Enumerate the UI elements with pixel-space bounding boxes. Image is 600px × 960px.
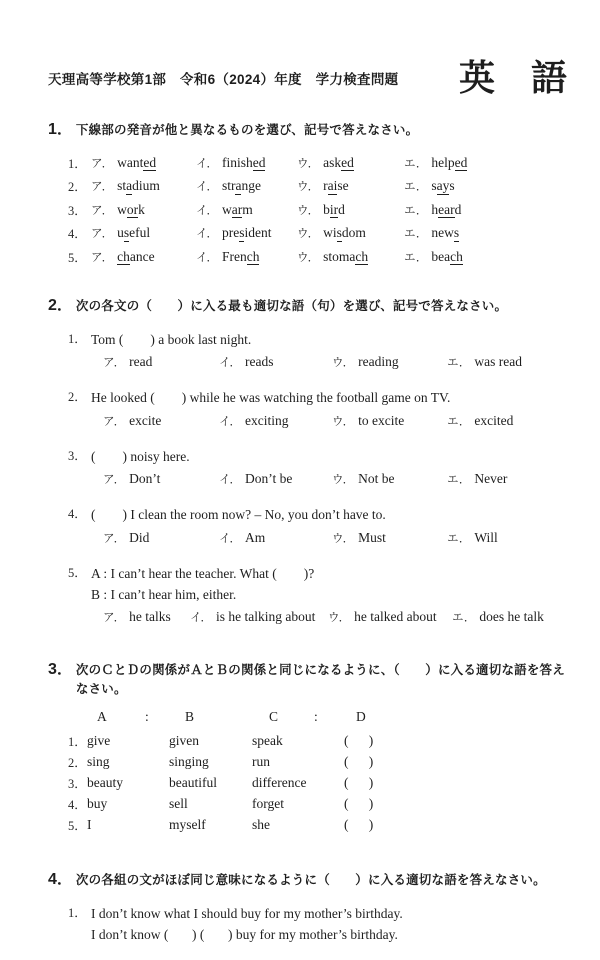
option-label: エ．: [404, 251, 428, 264]
option-c: [332, 351, 447, 374]
option-label: イ．: [196, 181, 218, 194]
option-a: [103, 468, 219, 491]
options-row: [48, 351, 576, 374]
option-d: [447, 351, 576, 374]
option-label: エ．: [404, 228, 428, 241]
option-a: [91, 154, 196, 172]
option-word: [431, 249, 462, 266]
word-part: u: [117, 225, 124, 241]
q3-row-4: [48, 793, 576, 814]
word-part: s: [449, 178, 455, 194]
sentence-line-a: [48, 563, 576, 584]
sentence-line: [48, 446, 576, 467]
option-label: ア．: [91, 157, 114, 170]
sentence-line-b: [48, 584, 576, 605]
options-row: [48, 527, 576, 550]
underlined-letters: ed: [143, 154, 157, 170]
cell-d-blank: ( ): [344, 795, 374, 811]
option-label: ア．: [103, 532, 126, 545]
option-b: [219, 351, 332, 374]
word-part: eful: [129, 225, 151, 241]
option-d: [452, 606, 576, 629]
option-b: [196, 224, 297, 242]
word-part: ask: [323, 154, 342, 170]
q1-row-2: [48, 175, 576, 199]
option-b: [219, 468, 332, 491]
option-label: ア．: [103, 612, 126, 624]
q3-row-3: [48, 772, 576, 793]
option-word: Will: [474, 529, 498, 545]
option-d: [447, 527, 576, 550]
question-3-number: 3．: [48, 661, 73, 678]
option-label: ウ．: [332, 474, 355, 486]
word-part: new: [431, 225, 454, 241]
q3-column-headers: [48, 709, 576, 730]
option-b: [219, 527, 332, 550]
underlined-letters: ed: [454, 154, 468, 170]
option-word: Don’t: [129, 471, 161, 486]
option-d: [447, 468, 576, 491]
word-part: want: [117, 154, 144, 170]
option-a: [91, 201, 196, 219]
option-a: [91, 177, 196, 195]
q3-row-2: [48, 751, 576, 772]
option-word: Don’t be: [244, 471, 293, 486]
option-c: [297, 154, 404, 172]
word-part: str: [221, 178, 236, 194]
options-row: [48, 410, 576, 433]
option-d: [404, 248, 576, 266]
option-word: [431, 225, 459, 242]
header: [48, 57, 567, 98]
item-number: 2．: [68, 755, 87, 770]
item-number: 1．: [68, 734, 87, 749]
option-label: ア．: [103, 415, 126, 428]
underlined-letters: ear: [438, 201, 455, 217]
option-label: ア．: [91, 204, 114, 217]
option-word: [323, 202, 345, 219]
option-word: [117, 225, 150, 242]
option-a: [103, 351, 219, 374]
sentence-line-2: [48, 924, 576, 945]
q2-item-3: [48, 446, 576, 492]
word-part: help: [431, 154, 455, 170]
option-word: was read: [474, 354, 522, 369]
cell-c: difference: [252, 774, 307, 790]
question-4-prompt: 次の各組の文がほぼ同じ意味になるように（ ）に入る適切な語を答えなさい。: [75, 873, 546, 887]
option-word: [222, 178, 261, 195]
cell-a: buy: [87, 795, 108, 811]
col-header-colon: :: [314, 709, 318, 724]
option-c: [332, 410, 447, 433]
word-part: r: [323, 178, 328, 194]
exam-page: [0, 57, 600, 960]
option-word: exciting: [244, 412, 289, 428]
word-part: w: [221, 201, 232, 217]
option-label: イ．: [190, 612, 212, 624]
col-header-b: B: [185, 709, 195, 724]
option-label: ア．: [91, 181, 114, 194]
item-number: 2．: [68, 180, 87, 195]
cell-a: I: [87, 816, 92, 832]
q2-item-2: [48, 387, 576, 433]
sentence-text: ( ) I clean the room now? – No, you don’t have to.: [91, 507, 386, 522]
item-number: 5．: [68, 565, 87, 580]
item-number: 4．: [68, 507, 87, 521]
option-a: [91, 224, 196, 242]
word-part: m: [242, 201, 253, 217]
question-1-head: [48, 120, 576, 140]
question-3-head: [48, 660, 576, 699]
option-label: イ．: [196, 157, 218, 170]
cell-d-blank: ( ): [344, 753, 374, 769]
cell-b: myself: [169, 816, 206, 832]
sentence-text: A : I can’t hear the teacher. What ( )?: [91, 565, 315, 581]
underlined-letters: ch: [450, 248, 463, 264]
cell-b: beautiful: [169, 774, 217, 790]
option-label: エ．: [404, 181, 428, 194]
option-d: [404, 224, 576, 242]
option-word: Did: [129, 529, 150, 545]
cell-b: sell: [169, 795, 188, 811]
option-c: [332, 468, 447, 491]
q4-item-1: [48, 903, 576, 945]
option-b: [196, 201, 297, 219]
underlined-letters: ch: [117, 248, 130, 264]
word-part: ident: [244, 225, 272, 241]
option-word: [431, 178, 454, 195]
option-word: [117, 249, 154, 266]
underlined-letters: s: [453, 225, 460, 241]
question-2: [48, 296, 576, 630]
word-part: bea: [431, 248, 451, 264]
options-row: [48, 606, 576, 629]
q2-item-1: [48, 329, 576, 375]
option-word: Am: [244, 529, 266, 545]
option-word: reads: [244, 354, 274, 369]
option-d: [404, 201, 576, 219]
q3-row-5: [48, 814, 576, 835]
option-word: Not be: [358, 471, 395, 486]
word-part: b: [323, 201, 330, 217]
cell-c: she: [252, 816, 270, 832]
underlined-letters: ch: [246, 248, 260, 264]
sentence-text: B : I can’t hear him, either.: [91, 586, 237, 602]
q2-item-4: [48, 504, 576, 550]
cell-a: give: [87, 732, 111, 748]
cell-d-blank: ( ): [344, 816, 374, 832]
cell-d-blank: ( ): [344, 774, 374, 790]
option-label: ウ．: [328, 612, 351, 624]
underlined-letters: ay: [436, 178, 450, 194]
option-label: イ．: [196, 251, 218, 264]
underlined-letters: or: [126, 201, 139, 217]
option-label: ア．: [91, 228, 114, 241]
word-part: nge: [241, 178, 261, 194]
item-number-spacer: [68, 924, 91, 945]
item-number: 3．: [68, 448, 87, 463]
option-label: ア．: [91, 251, 114, 264]
option-word: [323, 225, 366, 242]
word-part: ance: [129, 248, 155, 264]
word-part: wi: [323, 225, 337, 241]
option-c: [328, 606, 452, 629]
word-part: h: [431, 201, 439, 217]
cell-a: sing: [87, 753, 110, 769]
option-label: イ．: [196, 228, 218, 241]
word-part: Fren: [221, 248, 247, 264]
word-part: k: [138, 201, 145, 217]
question-1-prompt: 下線部の発音が他と異なるものを選び、記号で答えなさい。: [75, 123, 419, 137]
option-b: [196, 177, 297, 195]
sentence-line-1: [48, 903, 576, 924]
word-part: d: [338, 201, 345, 217]
cell-c: speak: [252, 732, 283, 748]
option-label: エ．: [447, 474, 471, 486]
item-number: 5．: [68, 818, 87, 833]
option-word: [431, 155, 467, 172]
option-label: エ．: [447, 357, 471, 369]
option-word: excited: [474, 412, 514, 428]
cell-a: beauty: [87, 774, 123, 790]
underlined-letters: s: [336, 225, 342, 241]
col-header-c: C: [269, 709, 279, 724]
question-2-prompt: 次の各文の（ ）に入る最も適切な語（句）を選び、記号で答えなさい。: [75, 298, 508, 313]
underlined-letters: s: [239, 225, 245, 241]
option-word: [323, 178, 349, 195]
option-word: excite: [129, 412, 162, 428]
underlined-letters: s: [123, 225, 130, 241]
option-word: [323, 155, 354, 172]
option-word: [222, 202, 253, 219]
item-number: 2．: [68, 390, 87, 404]
option-word: [222, 155, 266, 172]
col-header-colon: :: [145, 709, 149, 724]
option-b: [190, 606, 328, 629]
question-2-number: 2．: [48, 296, 73, 314]
sentence-text: I don’t know ( ) ( ) buy for my mother’s birthday.: [91, 927, 398, 942]
option-word: [323, 249, 368, 266]
sentence-text: He looked ( ) while he was watching the football game on TV.: [91, 390, 451, 405]
option-b: [196, 248, 297, 266]
option-label: エ．: [404, 157, 428, 170]
option-word: Must: [358, 529, 386, 545]
item-number: 1．: [68, 331, 87, 346]
option-c: [297, 177, 404, 195]
option-word: reading: [358, 354, 399, 369]
option-label: イ．: [219, 415, 241, 428]
option-d: [404, 177, 576, 195]
item-number: 4．: [68, 797, 87, 812]
option-word: [431, 202, 461, 219]
sentence-line: [48, 329, 576, 350]
col-header-d: D: [356, 709, 366, 724]
options-row: [48, 468, 576, 491]
option-a: [103, 527, 219, 550]
item-number: 4．: [68, 227, 87, 242]
option-word: [117, 202, 145, 219]
exam-title: 天理高等学校第1部 令和6（2024）年度 学力検査問題: [48, 72, 399, 87]
subject-title: 英 語: [458, 57, 567, 98]
option-word: [117, 178, 160, 195]
option-c: [297, 224, 404, 242]
option-b: [219, 410, 332, 433]
word-part: se: [337, 178, 349, 194]
option-d: [447, 410, 576, 433]
option-word: does he talk: [479, 609, 544, 624]
question-1: [48, 120, 576, 269]
sentence-text: ( ) noisy here.: [91, 448, 190, 464]
underlined-letters: ir: [329, 201, 339, 217]
q1-row-5: [48, 245, 576, 269]
option-word: he talked about: [354, 609, 437, 624]
option-label: ウ．: [332, 532, 355, 545]
option-label: ウ．: [332, 357, 355, 369]
option-label: イ．: [219, 532, 241, 545]
sentence-text: I don’t know what I should buy for my mother’s birthday.: [91, 906, 403, 921]
item-number: 3．: [68, 776, 87, 791]
option-label: ア．: [103, 474, 126, 486]
q2-item-5: [48, 563, 576, 630]
word-part: st: [117, 178, 127, 194]
item-number-spacer: [68, 584, 91, 605]
word-part: dom: [341, 225, 366, 241]
question-4-head: [48, 870, 576, 890]
underlined-letters: ed: [252, 154, 266, 170]
option-label: ウ．: [332, 415, 355, 428]
option-label: エ．: [447, 415, 471, 428]
word-part: w: [117, 201, 127, 217]
option-label: イ．: [196, 204, 218, 217]
cell-c: run: [252, 753, 270, 769]
underlined-letters: a: [126, 178, 133, 194]
option-a: [103, 410, 219, 433]
col-header-a: A: [97, 709, 107, 724]
underlined-letters: a: [235, 178, 242, 194]
q1-row-4: [48, 222, 576, 246]
option-label: イ．: [219, 357, 241, 369]
cell-b: singing: [169, 753, 209, 769]
option-label: エ．: [452, 612, 476, 624]
question-4-number: 4．: [48, 871, 73, 888]
option-word: Never: [474, 471, 508, 486]
option-label: ウ．: [297, 251, 320, 264]
option-c: [332, 527, 447, 550]
q3-row-1: [48, 730, 576, 751]
option-label: ウ．: [297, 181, 320, 194]
q1-row-3: [48, 198, 576, 222]
item-number: 1．: [68, 156, 87, 171]
question-4: [48, 870, 576, 945]
underlined-letters: ai: [327, 178, 338, 194]
question-3-prompt: 次のＣとＤの関係がＡとＢの関係と同じになるように、（ ）に入る適切な語を答えなさい。: [75, 663, 565, 696]
word-part: finish: [221, 154, 253, 170]
cell-b: given: [169, 732, 199, 748]
underlined-letters: ar: [231, 201, 243, 217]
option-label: ウ．: [297, 204, 320, 217]
question-2-head: [48, 296, 576, 316]
option-word: he talks: [129, 609, 171, 624]
item-number: 3．: [68, 203, 87, 218]
cell-c: forget: [252, 795, 284, 811]
cell-d-blank: ( ): [344, 732, 374, 748]
sentence-line: [48, 504, 576, 525]
option-word: [117, 155, 156, 172]
option-a: [91, 248, 196, 266]
sentence-line: [48, 387, 576, 408]
option-b: [196, 154, 297, 172]
option-a: [103, 606, 190, 629]
word-part: d: [454, 201, 462, 217]
item-number: 1．: [68, 906, 87, 920]
option-c: [297, 201, 404, 219]
option-label: エ．: [404, 204, 428, 217]
word-part: dium: [132, 178, 160, 194]
item-number: 5．: [68, 250, 87, 265]
word-part: pre: [221, 225, 240, 241]
question-3: [48, 660, 576, 835]
option-word: to excite: [358, 412, 405, 428]
question-1-number: 1．: [48, 121, 73, 138]
q1-rows: [48, 151, 576, 269]
option-word: is he talking about: [215, 609, 316, 624]
option-c: [297, 248, 404, 266]
option-word: read: [129, 354, 153, 369]
option-label: ウ．: [297, 157, 320, 170]
word-part: s: [431, 178, 437, 194]
sentence-text: Tom ( ) a book last night.: [91, 331, 252, 347]
underlined-letters: ch: [355, 248, 369, 264]
q1-row-1: [48, 151, 576, 175]
underlined-letters: ed: [341, 154, 354, 170]
word-part: stoma: [323, 248, 356, 264]
option-label: ウ．: [297, 228, 320, 241]
option-word: [222, 225, 272, 242]
option-word: [222, 249, 260, 266]
option-label: エ．: [447, 532, 471, 545]
option-label: ア．: [103, 357, 126, 369]
option-d: [404, 154, 576, 172]
option-label: イ．: [219, 474, 241, 486]
